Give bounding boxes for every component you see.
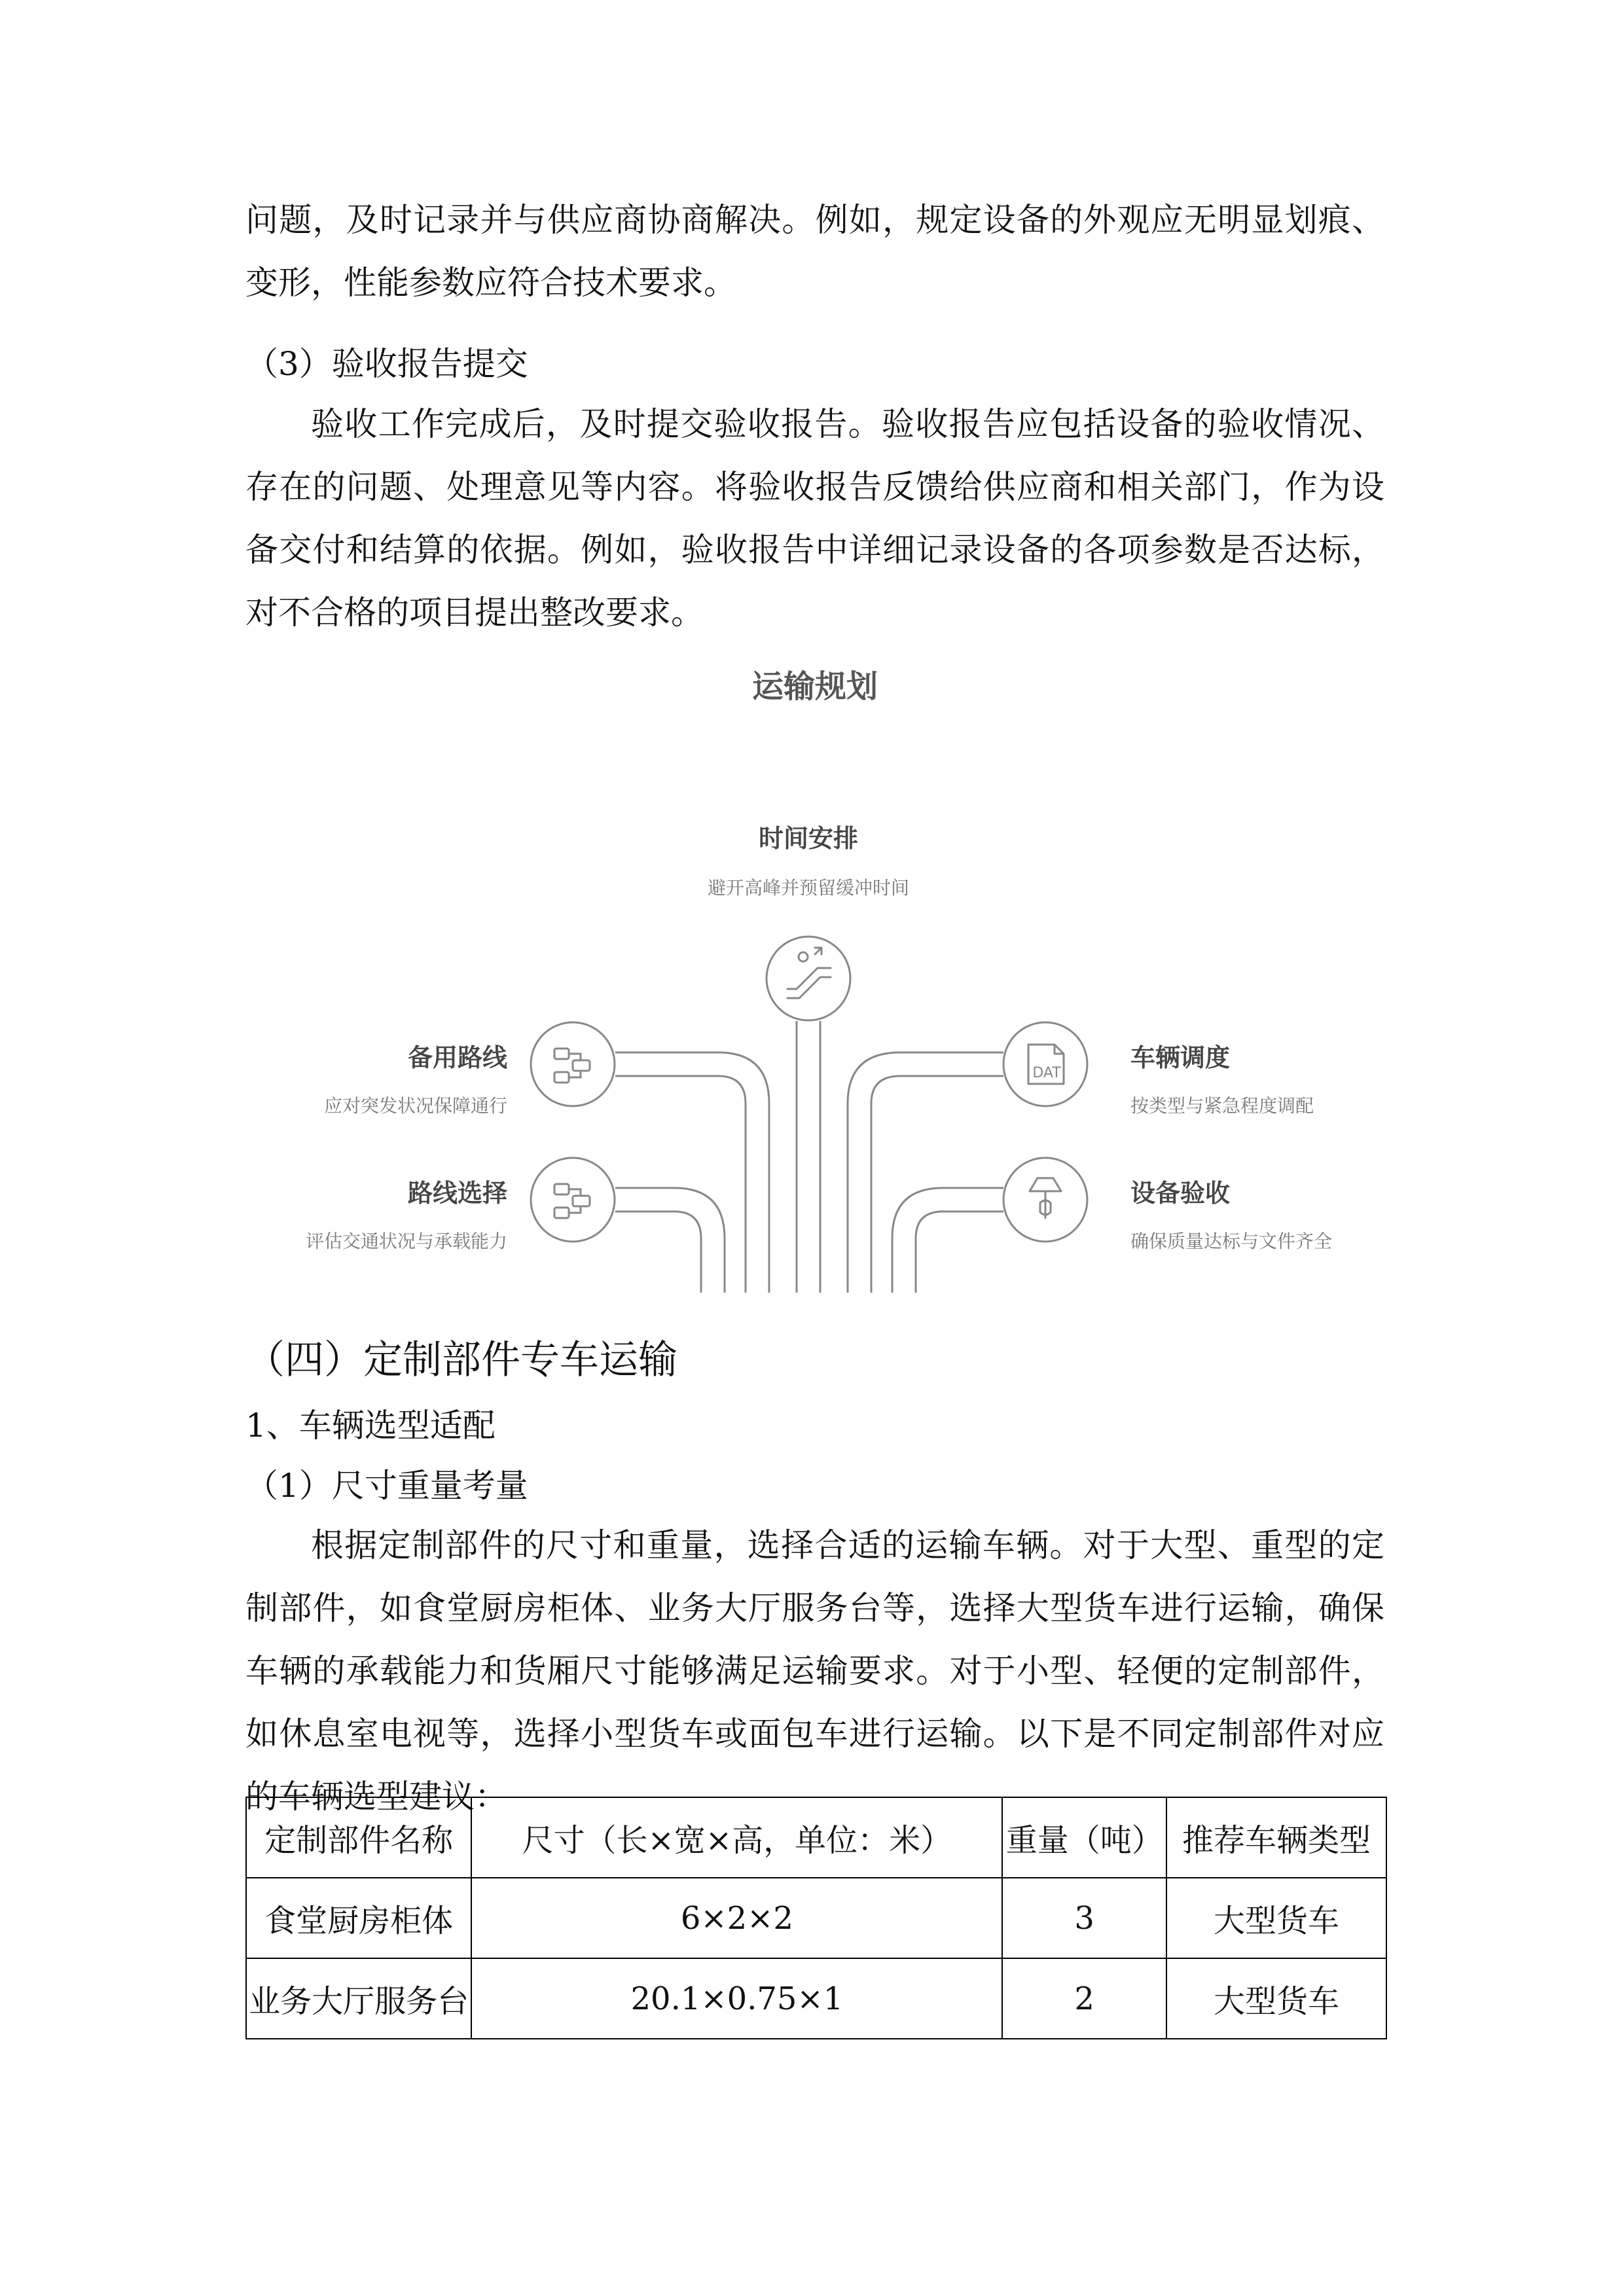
table-cell: 2 (1002, 1958, 1166, 2039)
table-cell: 食堂厨房柜体 (246, 1878, 471, 1958)
transport-planning-diagram (245, 655, 1384, 1302)
table-header: 推荐车辆类型 (1166, 1797, 1386, 1878)
table-cell: 3 (1002, 1878, 1166, 1958)
node-title-time-schedule: 时间安排 (758, 824, 858, 853)
table-row (246, 1958, 1386, 2039)
subheading-acceptance-report: （3）验收报告提交 (245, 345, 528, 383)
connector-left-lower (615, 1188, 725, 1293)
table-header: 尺寸（长×宽×高，单位：米） (471, 1797, 1002, 1878)
node-title-equipment-acceptance: 设备验收 (1130, 1179, 1231, 1208)
dat-label: DAT (1032, 1065, 1061, 1081)
vehicle-selection-table (245, 1797, 1387, 2039)
table-cell: 业务大厅服务台 (246, 1958, 471, 2039)
dat-file-icon (1003, 1022, 1087, 1106)
paragraph-acceptance-report: 验收工作完成后，及时提交验收报告。验收报告应包括设备的验收情况、存在的问题、处理意见等内容。将验收报告反馈给供应商和相关部门，作为设备交付和结算的依据。例如，验收报告中详细记录设备的各项参数是否达标，对不合格的项目提出整改要求。 (245, 405, 1384, 632)
table-cell: 大型货车 (1166, 1878, 1386, 1958)
table-header-row (246, 1797, 1386, 1878)
node-sub-backup-route: 应对突发状况保障通行 (323, 1095, 507, 1117)
table-header: 定制部件名称 (246, 1797, 471, 1878)
subheading-size-weight: （1）尺寸重量考量 (245, 1467, 528, 1505)
node-sub-vehicle-dispatch: 按类型与紧急程度调配 (1130, 1095, 1314, 1117)
node-title-backup-route: 备用路线 (407, 1043, 507, 1072)
connector-right-lower (892, 1188, 1003, 1293)
subheading-vehicle-selection: 1、车辆选型适配 (245, 1407, 496, 1444)
table-cell: 大型货车 (1166, 1958, 1386, 2039)
table-cell: 6×2×2 (471, 1878, 1002, 1958)
connector-top (797, 1021, 820, 1293)
paragraph-vehicle-selection: 根据定制部件的尺寸和重量，选择合适的运输车辆。对于大型、重型的定制部件，如食堂厨房柜体、业务大厅服务台等，选择大型货车进行运输，确保车辆的承载能力和货厢尺寸能够满足运输要求。对于小型、轻便的定制部件，如休息室电视等，选择小型货车或面包车进行运输。以下是不同定制部件对应的车辆选型建议： (245, 1526, 1384, 1816)
table-cell: 20.1×0.75×1 (471, 1958, 1002, 2039)
node-title-vehicle-dispatch: 车辆调度 (1130, 1043, 1231, 1072)
table-header: 重量（吨） (1002, 1797, 1166, 1878)
diagram-title: 运输规划 (751, 668, 878, 705)
section-title: （四）定制部件专车运输 (245, 1337, 677, 1383)
node-sub-equipment-acceptance: 确保质量达标与文件齐全 (1130, 1230, 1333, 1252)
node-sub-route-selection: 评估交通状况与承载能力 (305, 1230, 507, 1252)
node-sub-time-schedule: 避开高峰并预留缓冲时间 (707, 877, 909, 899)
table-row (246, 1878, 1386, 1958)
node-title-route-selection: 路线选择 (407, 1179, 507, 1208)
paragraph-acceptance-issues: 问题，及时记录并与供应商协商解决。例如，规定设备的外观应无明显划痕、变形，性能参数应符合技术要求。 (245, 201, 1384, 302)
